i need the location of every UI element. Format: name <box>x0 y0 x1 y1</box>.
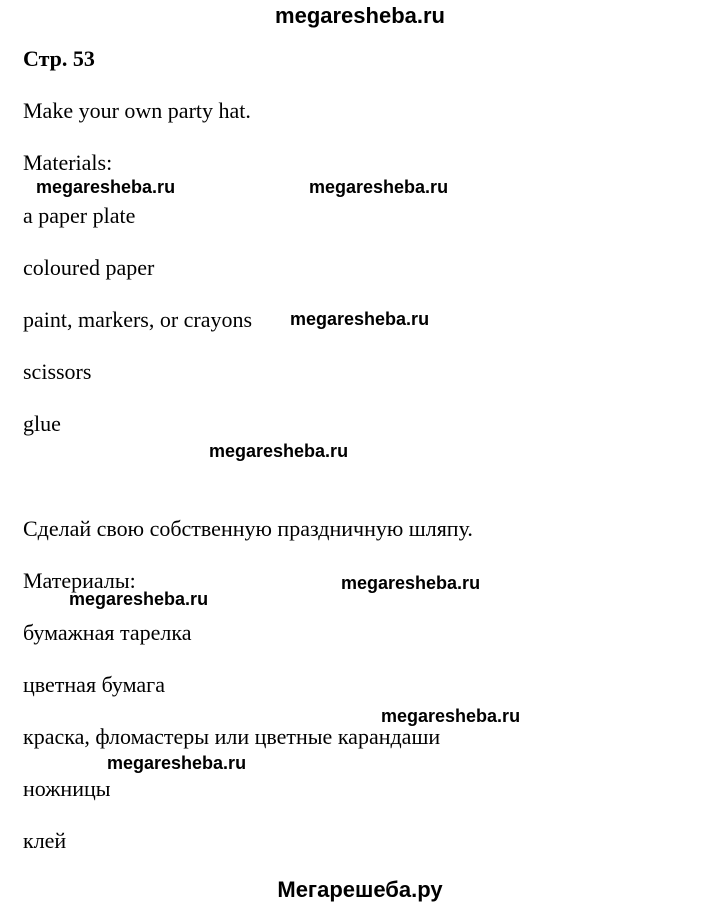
watermark: megaresheba.ru <box>36 177 176 197</box>
russian-item-paint: краска, фломастеры или цветные карандаши <box>23 724 441 749</box>
english-item-paint: paint, markers, or crayons <box>23 307 253 332</box>
english-title: Make your own party hat. <box>23 98 251 123</box>
watermark: megaresheba.ru <box>107 753 247 773</box>
watermark: megaresheba.ru <box>381 706 521 726</box>
page-number: Стр. 53 <box>23 46 95 71</box>
english-item-coloured-paper: coloured paper <box>23 255 155 280</box>
watermark: megaresheba.ru <box>69 589 209 609</box>
english-item-scissors: scissors <box>23 359 92 384</box>
russian-title: Сделай свою собственную праздничную шляпу. <box>23 516 473 541</box>
site-header-title: megaresheba.ru <box>275 3 445 28</box>
watermark: megaresheba.ru <box>309 177 449 197</box>
watermark: megaresheba.ru <box>341 573 481 593</box>
english-materials-label: Materials: <box>23 150 113 175</box>
russian-item-scissors: ножницы <box>23 776 111 801</box>
site-footer-title: Мегарешеба.ру <box>277 877 443 902</box>
english-item-paper-plate: a paper plate <box>23 203 136 228</box>
english-item-glue: glue <box>23 411 61 436</box>
russian-item-coloured-paper: цветная бумага <box>23 672 165 697</box>
watermark: megaresheba.ru <box>209 441 349 461</box>
russian-materials-label: Материалы: <box>23 568 136 593</box>
russian-item-paper-plate: бумажная тарелка <box>23 620 192 645</box>
watermark: megaresheba.ru <box>290 309 430 329</box>
russian-item-glue: клей <box>23 828 67 853</box>
